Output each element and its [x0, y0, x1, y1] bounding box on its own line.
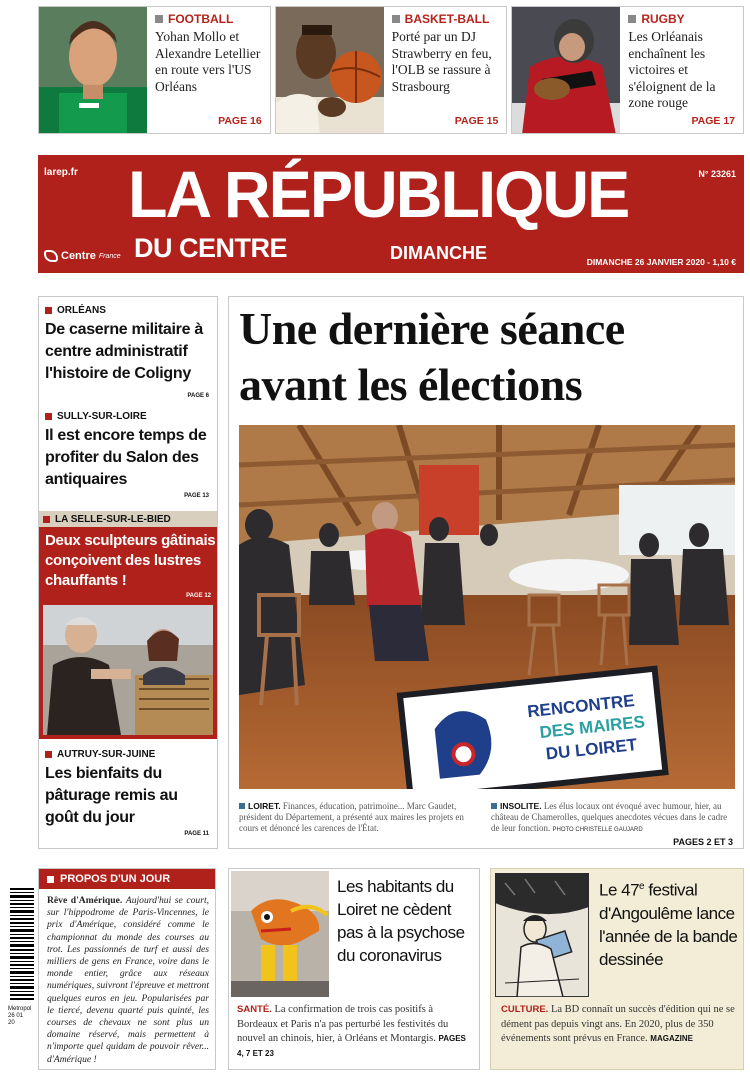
- square-icon: [392, 15, 400, 23]
- centre-france-logo: Centre France: [44, 250, 121, 262]
- teaser-basketball-text: [384, 7, 507, 133]
- square-icon: [239, 803, 245, 809]
- teaser-body: Yohan Mollo et Alexandre Letellier en route vers l'US Orléans: [155, 29, 261, 94]
- propos-du-jour[interactable]: [38, 868, 216, 1070]
- svg-text:DU LOIRET: DU LOIRET: [544, 735, 639, 764]
- brief-title: Les bienfaits du pâturage remis au goût du jour: [45, 765, 178, 826]
- square-icon: [47, 876, 54, 883]
- centre-france-icon: [44, 250, 58, 262]
- square-icon: [45, 413, 52, 420]
- coronavirus-title: Les habitants du Loiret ne cèdent pas à la psychose du coronavirus: [337, 877, 465, 965]
- teaser-page: PAGE 16: [218, 115, 262, 127]
- site-url[interactable]: larep.fr: [44, 167, 78, 178]
- teaser-football-text: [147, 7, 270, 133]
- teaser-rugby-text: [620, 7, 743, 133]
- coronavirus-text: SANTÉ. La confirmation de trois cas positifs à Bordeaux et Paris n'a pas perturbé les festivités du nouvel an chinois, hier, à Orléans et Montargis. PAGES 4, 7 ET 23: [237, 1004, 466, 1058]
- left-column: [38, 296, 218, 849]
- feature-page: PAGE 12: [186, 593, 211, 599]
- brief-page: PAGE 11: [184, 831, 209, 837]
- brief-orleans[interactable]: [45, 305, 213, 399]
- basketball-player-photo: [276, 7, 384, 133]
- teaser-kicker: BASKET-BALL: [392, 12, 501, 26]
- square-icon: [628, 15, 636, 23]
- football-player-photo: [39, 7, 147, 133]
- teaser-basketball[interactable]: [275, 6, 508, 134]
- square-icon: [491, 803, 497, 809]
- teaser-kicker: RUGBY: [628, 12, 737, 26]
- angouleme-text: CULTURE. La BD connaît un succès d'édition qui ne se dément pas depuis vingt ans. En 2020, plus de 350 événements sont prévus en France. MAGAZINE: [501, 1004, 735, 1044]
- square-icon: [45, 307, 52, 314]
- issue-number: N° 23261: [698, 169, 736, 179]
- newspaper-subtitle: DU CENTRE: [134, 233, 288, 263]
- teaser-body: Porté par un DJ Strawberry en feu, l'OLB se rassure à Strasbourg: [391, 29, 492, 94]
- brief-sully[interactable]: [45, 411, 213, 499]
- brief-title: Il est encore temps de profiter du Salon des antiquaires: [45, 427, 207, 488]
- propos-header: PROPOS D'UN JOUR: [39, 869, 215, 889]
- square-icon: [43, 516, 50, 523]
- square-icon: [45, 751, 52, 758]
- brief-autruy[interactable]: [45, 749, 213, 837]
- comic-drawing: [495, 873, 589, 997]
- rugby-player-photo: [512, 7, 620, 133]
- barcode-label: Metropol 26 01 20: [8, 1006, 32, 1026]
- edition-label: DIMANCHE: [390, 243, 487, 263]
- main-story: [228, 296, 744, 849]
- masthead: [38, 155, 744, 273]
- feature-kicker: LA SELLE-SUR-LE-BIED: [39, 511, 217, 527]
- brief-title: De caserne militaire à centre administratif l'histoire de Coligny: [45, 321, 203, 382]
- svg-text:RENCONTRE: RENCONTRE: [526, 691, 636, 722]
- newspaper-title: LA RÉPUBLIQUE: [128, 157, 629, 231]
- propos-body: Rêve d'Amérique. Aujourd'hui se court, sur l'hippodrome de Paris-Vincennes, le prix d'Amérique, considéré comme le championnat du monde des courses au trot. Les passionnés de turf et aussi des milliers de gens en France, voire dans le monde entier, grâce aux réseaux numériques, suivront l'épreuve et mettront quelques euros en jeu. Popularisées par le tiercé, devenu quarté puis quinté, les courses de chevaux ne sont plus un domaine réservé, mais permettent à n'importe quel quidam de pouvoir rêver... d'Amérique !: [47, 895, 210, 1065]
- brief-kicker: AUTRUY-SUR-JUINE: [45, 749, 213, 760]
- date-price: DIMANCHE 26 JANVIER 2020 - 1,10 €: [586, 257, 736, 267]
- teaser-page: PAGE 15: [454, 115, 499, 127]
- sculptors-photo: [43, 605, 213, 735]
- teaser-football[interactable]: [38, 6, 271, 134]
- brief-kicker: ORLÉANS: [45, 305, 213, 316]
- angouleme-title: Le 47e festival d'Angoulême lance l'année de la bande dessinée: [599, 880, 738, 969]
- brief-page: PAGE 6: [187, 393, 209, 399]
- teaser-kicker: FOOTBALL: [155, 12, 264, 26]
- caption-loiret: LOIRET. Finances, éducation, patrimoine... Marc Gaudet, président du Département, a présenté aux maires les projets en cours et dénoncé les carences de l'État.: [239, 801, 464, 833]
- main-story-pages: PAGES 2 ET 3: [673, 837, 733, 847]
- square-icon: [155, 15, 163, 23]
- brief-page: PAGE 13: [184, 493, 209, 499]
- angouleme-story[interactable]: [490, 868, 744, 1070]
- top-teasers: [38, 6, 744, 134]
- teaser-page: PAGE 17: [691, 115, 736, 127]
- barcode: [10, 888, 34, 1072]
- brief-kicker: SULLY-SUR-LOIRE: [45, 411, 213, 422]
- teaser-body: Les Orléanais enchaînent les victoires et s'éloignent de la zone rouge: [628, 29, 716, 110]
- main-headline[interactable]: Une dernière séance avant les élections: [239, 303, 625, 410]
- coronavirus-story[interactable]: [228, 868, 480, 1070]
- feature-title: Deux sculpteurs gâtinais conçoivent des lustres chauffants !: [45, 532, 216, 589]
- chinese-new-year-photo: [231, 871, 329, 997]
- teaser-rugby[interactable]: [511, 6, 744, 134]
- mayors-meeting-photo: [239, 425, 735, 789]
- caption-insolite: INSOLITE. Les élus locaux ont évoqué avec humour, hier, au château de Chamerolles, quelques anecdotes vécues dans le cadre de leur fonction. PHOTO CHRISTELLE GAUJARD: [491, 801, 728, 833]
- svg-text:DES MAIRES: DES MAIRES: [538, 712, 646, 743]
- feature-sculpteurs[interactable]: [39, 511, 217, 739]
